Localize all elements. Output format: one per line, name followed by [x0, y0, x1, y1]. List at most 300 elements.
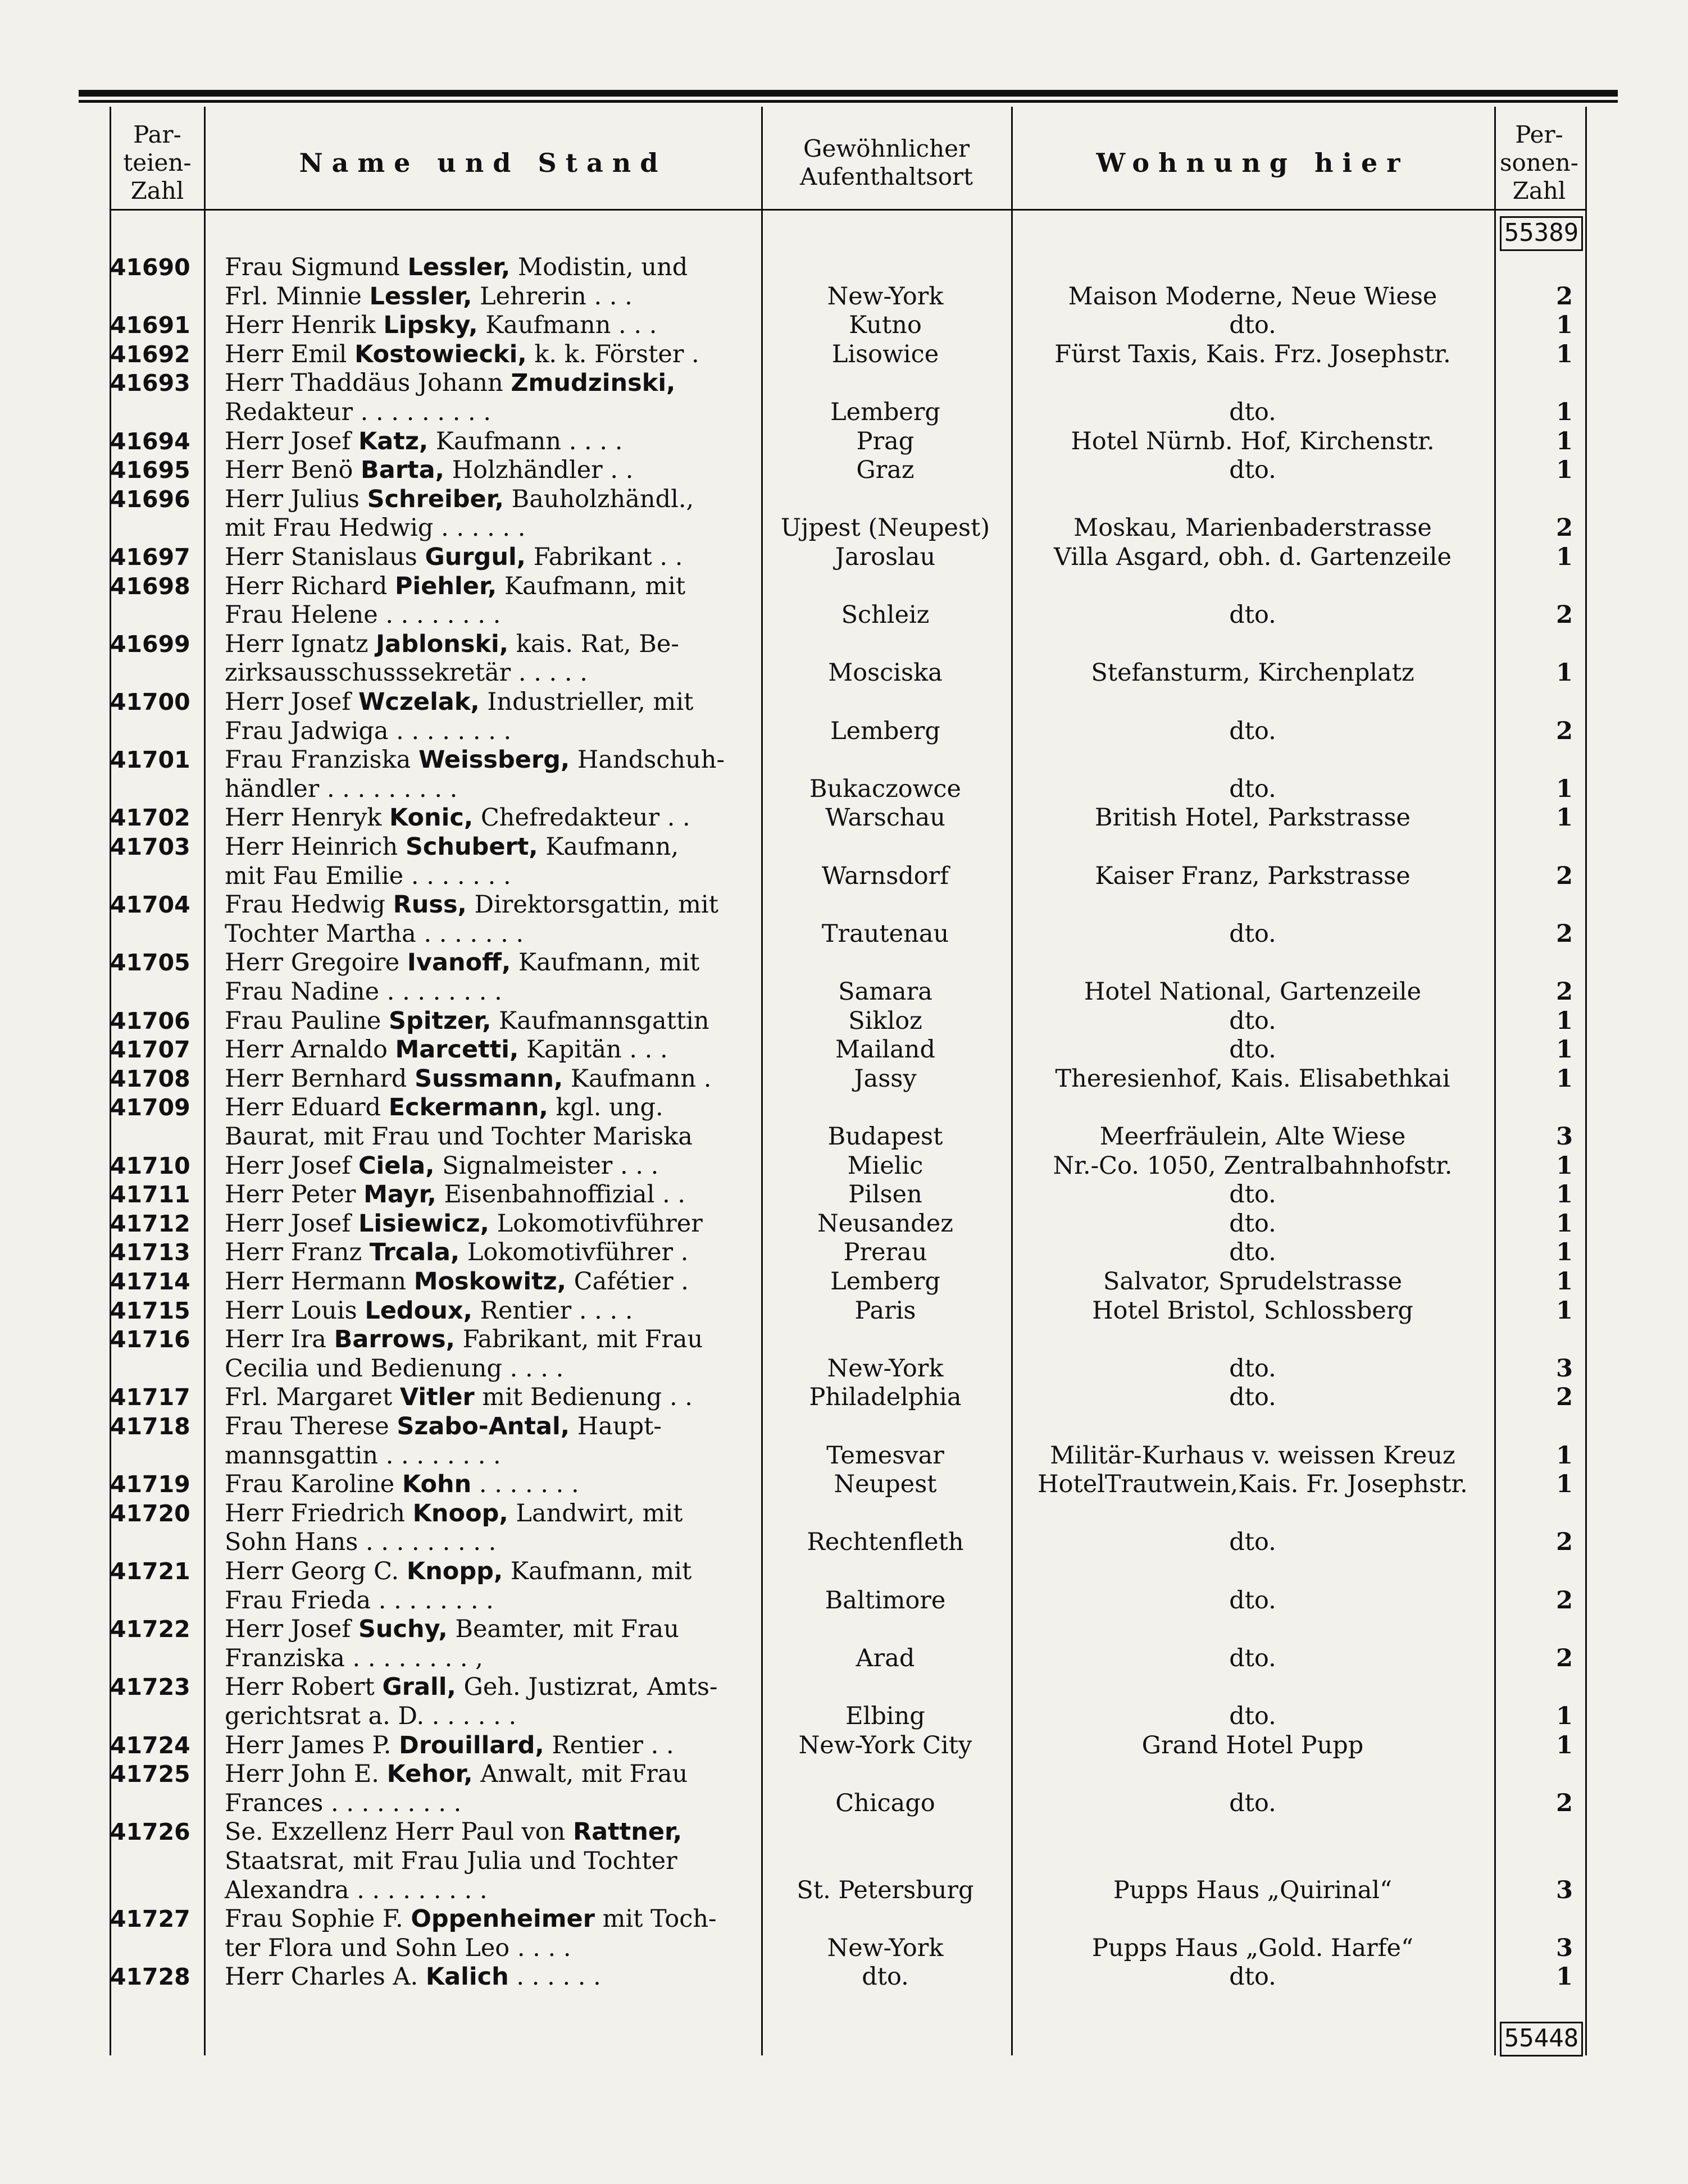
- name-suffix: Kaufmann . . .: [477, 311, 657, 339]
- name-prefix: Herr Gregoire: [225, 949, 407, 977]
- guest-name-and-status: [225, 1035, 668, 1064]
- residence-here: Grand Hotel Pupp: [1141, 1731, 1364, 1759]
- person-count: 2: [1556, 717, 1573, 745]
- name-prefix: Frau Sigmund: [225, 253, 408, 281]
- person-count: 2: [1556, 601, 1573, 629]
- guest-name-and-status: [225, 311, 657, 340]
- register-row: [0, 1035, 1688, 1064]
- party-number: 41703: [110, 833, 190, 860]
- name-suffix: Bauholzhändl.,: [503, 485, 694, 513]
- usual-residence: Jaroslau: [835, 543, 936, 571]
- name-prefix: Frau Jadwiga . . . . . . . .: [225, 717, 512, 745]
- register-row: [0, 1817, 1688, 1846]
- person-count: 3: [1556, 1123, 1573, 1151]
- residence-here: dto.: [1229, 1007, 1276, 1035]
- surname: Suchy,: [358, 1615, 448, 1643]
- guest-name-and-status: [225, 1846, 677, 1876]
- name-suffix: Industrieller, mit: [479, 688, 694, 716]
- surname: Spitzer,: [389, 1007, 492, 1035]
- name-prefix: Franziska . . . . . . . . ,: [225, 1644, 483, 1672]
- name-prefix: Frau Hedwig: [225, 891, 393, 919]
- name-prefix: Frau Frieda . . . . . . . .: [225, 1586, 494, 1615]
- residence-here: Hotel Nürnb. Hof, Kirchenstr.: [1071, 427, 1435, 455]
- name-prefix: Frau Sophie F.: [225, 1905, 411, 1933]
- guest-name-and-status: [225, 832, 679, 861]
- register-row: [0, 398, 1688, 427]
- party-number: 41697: [110, 544, 190, 571]
- register-row: [0, 572, 1688, 601]
- register-row: [0, 890, 1688, 919]
- person-count: 1: [1556, 1267, 1573, 1296]
- register-row: [0, 1441, 1688, 1470]
- guest-name-and-status: [225, 1354, 563, 1383]
- name-suffix: Lehrerin . . .: [472, 282, 633, 311]
- name-suffix: . . . . . .: [508, 1963, 601, 1991]
- usual-residence: Prerau: [843, 1238, 927, 1266]
- surname: Piehler,: [395, 572, 497, 600]
- usual-residence: Jassy: [854, 1065, 917, 1093]
- guest-name-and-status: [225, 1238, 688, 1267]
- person-count: 1: [1556, 1470, 1573, 1498]
- name-prefix: Herr Hermann: [225, 1267, 414, 1296]
- register-row: [0, 803, 1688, 832]
- name-suffix: . . . . . . .: [471, 1470, 579, 1498]
- name-prefix: Frl. Margaret: [225, 1383, 400, 1411]
- register-row: [0, 1006, 1688, 1036]
- residence-here: HotelTrautwein,Kais. Fr. Josephstr.: [1038, 1470, 1468, 1498]
- person-count: 3: [1556, 1355, 1573, 1383]
- guest-name-and-status: [225, 1383, 693, 1412]
- name-prefix: Herr Josef: [225, 1615, 358, 1643]
- name-suffix: mit Bedienung . .: [474, 1383, 693, 1411]
- header-person-count: Per- sonen- Zahl: [1500, 121, 1578, 204]
- register-row: [0, 1499, 1688, 1528]
- register-row: [0, 1238, 1688, 1267]
- residence-here: Villa Asgard, obh. d. Gartenzeile: [1054, 543, 1452, 571]
- register-row: [0, 1180, 1688, 1209]
- name-prefix: Frau Helene . . . . . . . .: [225, 601, 501, 629]
- name-suffix: Lokomotivführer .: [459, 1238, 689, 1266]
- person-count: 1: [1556, 1238, 1573, 1266]
- register-row: [0, 427, 1688, 456]
- name-prefix: Herr Josef: [225, 688, 358, 716]
- surname: Vitler: [399, 1383, 475, 1411]
- usual-residence: Schleiz: [841, 601, 930, 629]
- guest-name-and-status: [225, 1006, 709, 1036]
- name-suffix: Kaufmann, mit: [503, 1557, 692, 1585]
- residence-here: British Hotel, Parkstrasse: [1095, 804, 1411, 832]
- guest-name-and-status: [225, 1962, 601, 1991]
- surname: Lessler,: [369, 282, 472, 311]
- register-row: [0, 948, 1688, 977]
- person-count: 2: [1556, 1528, 1573, 1556]
- residence-here: dto.: [1229, 775, 1276, 803]
- name-prefix: Herr Eduard: [225, 1093, 389, 1121]
- usual-residence: Ujpest (Neupest): [780, 514, 990, 542]
- person-count: 3: [1556, 1876, 1573, 1904]
- name-prefix: Herr Ira: [225, 1325, 334, 1353]
- name-suffix: Kaufmannsgattin: [491, 1007, 709, 1035]
- register-row: [0, 1122, 1688, 1151]
- usual-residence: New-York: [827, 1934, 944, 1962]
- name-prefix: Herr Josef: [225, 427, 358, 455]
- guest-name-and-status: [225, 1702, 516, 1731]
- name-prefix: Tochter Martha . . . . . . .: [225, 920, 524, 948]
- party-number: 41728: [110, 1963, 190, 1990]
- guest-name-and-status: [225, 919, 524, 949]
- residence-here: Theresienhof, Kais. Elisabethkai: [1055, 1065, 1450, 1093]
- usual-residence: Elbing: [845, 1702, 925, 1730]
- surname: Wczelak,: [358, 688, 480, 716]
- surname: Mayr,: [363, 1180, 436, 1209]
- name-suffix: Fabrikant, mit Frau: [454, 1325, 703, 1353]
- surname: Moskowitz,: [413, 1267, 566, 1296]
- header-name-and-status: Name und Stand: [299, 148, 667, 178]
- guest-name-and-status: [225, 542, 683, 572]
- register-row: [0, 717, 1688, 746]
- guest-name-and-status: [225, 1122, 693, 1151]
- residence-here: dto.: [1229, 1036, 1276, 1064]
- name-suffix: Holzhändler . .: [444, 456, 634, 484]
- name-prefix: Frau Franziska: [225, 746, 418, 774]
- usual-residence: Mailand: [835, 1036, 936, 1064]
- name-suffix: Cafétier .: [566, 1267, 689, 1296]
- party-number: 41712: [110, 1210, 190, 1237]
- name-prefix: Herr John E.: [225, 1760, 387, 1788]
- residence-here: dto.: [1229, 1644, 1276, 1672]
- name-suffix: Signalmeister . . .: [434, 1152, 659, 1180]
- usual-residence: Lisowice: [831, 340, 939, 368]
- register-row: [0, 658, 1688, 687]
- register-row: [0, 1528, 1688, 1557]
- surname: Katz,: [358, 427, 429, 455]
- name-prefix: Herr Richard: [225, 572, 395, 600]
- name-prefix: ter Flora und Sohn Leo . . . .: [225, 1934, 571, 1962]
- surname: Drouillard,: [399, 1731, 544, 1759]
- surname: Marcetti,: [395, 1036, 519, 1064]
- usual-residence: Samara: [838, 978, 932, 1006]
- register-row: [0, 1354, 1688, 1383]
- name-prefix: Herr Ignatz: [225, 630, 376, 658]
- usual-residence: Prag: [856, 427, 914, 455]
- person-count: 1: [1556, 1731, 1573, 1759]
- party-number: 41695: [110, 457, 190, 484]
- name-prefix: zirksausschusssekretär . . . . .: [225, 659, 588, 687]
- person-count: 1: [1556, 543, 1573, 571]
- residence-here: Pupps Haus „Quirinal“: [1113, 1876, 1393, 1904]
- name-prefix: händler . . . . . . . . .: [225, 775, 458, 803]
- guest-name-and-status: [225, 427, 622, 456]
- name-suffix: Rentier . . . .: [472, 1297, 633, 1325]
- person-count: 1: [1556, 1180, 1573, 1209]
- guest-name-and-status: [225, 1267, 689, 1296]
- usual-residence: Baltimore: [825, 1586, 946, 1615]
- name-suffix: Lokomotivführer: [489, 1210, 703, 1238]
- party-number: 41705: [110, 949, 190, 976]
- name-prefix: Frau Therese: [225, 1412, 397, 1440]
- name-suffix: Eisenbahnoffizial . .: [436, 1180, 686, 1209]
- name-prefix: Alexandra . . . . . . . . .: [225, 1876, 488, 1904]
- usual-residence: New-York: [827, 282, 944, 311]
- surname: Kohn: [402, 1470, 472, 1498]
- name-suffix: Kaufmann, mit: [511, 949, 700, 977]
- header-residence-here: Wohnung hier: [1096, 148, 1409, 178]
- name-prefix: mit Frau Hedwig . . . . . .: [225, 514, 526, 542]
- residence-here: dto.: [1229, 1355, 1276, 1383]
- party-number: 41700: [110, 689, 190, 715]
- register-row: [0, 253, 1688, 282]
- name-prefix: mit Fau Emilie . . . . . . .: [225, 862, 511, 890]
- person-count: 1: [1556, 311, 1573, 339]
- person-count: 1: [1556, 1152, 1573, 1180]
- residence-here: Nr.-Co. 1050, Zentralbahnhofstr.: [1053, 1152, 1453, 1180]
- name-suffix: Haupt-: [570, 1412, 662, 1440]
- header-party-count: Par- teien- Zahl: [123, 121, 192, 204]
- surname: Ivanoff,: [407, 949, 511, 977]
- name-suffix: Chefredakteur . .: [473, 804, 690, 832]
- name-prefix: Herr Charles A.: [225, 1963, 426, 1991]
- header-usual-residence: Gewöhnlicher Aufenthaltsort: [800, 135, 973, 190]
- top-rule-thin: [79, 100, 1618, 103]
- person-count: 1: [1556, 398, 1573, 426]
- name-prefix: Baurat, mit Frau und Tochter Mariska: [225, 1123, 693, 1151]
- surname: Oppenheimer: [411, 1905, 595, 1933]
- register-row: [0, 687, 1688, 717]
- register-row: [0, 1789, 1688, 1818]
- register-row: [0, 1702, 1688, 1731]
- name-prefix: Staatsrat, mit Frau Julia und Tochter: [225, 1847, 677, 1875]
- name-suffix: Anwalt, mit Frau: [472, 1760, 688, 1788]
- person-count: 2: [1556, 1789, 1573, 1817]
- party-number: 41698: [110, 573, 190, 600]
- register-row: [0, 1383, 1688, 1412]
- guest-name-and-status: [225, 253, 688, 282]
- name-prefix: Herr Thaddäus Johann: [225, 369, 511, 397]
- usual-residence: Pilsen: [848, 1180, 922, 1209]
- surname: Gurgul,: [425, 543, 526, 571]
- name-prefix: Herr Henryk: [225, 804, 389, 832]
- person-count: 1: [1556, 427, 1573, 455]
- guest-name-and-status: [225, 861, 511, 891]
- usual-residence: Rechtenfleth: [807, 1528, 964, 1556]
- usual-residence: St. Petersburg: [797, 1876, 974, 1904]
- register-row: [0, 1470, 1688, 1499]
- guest-name-and-status: [225, 1557, 691, 1586]
- name-prefix: Herr James P.: [225, 1731, 399, 1759]
- surname: Konic,: [389, 804, 474, 832]
- register-row: [0, 600, 1688, 630]
- name-prefix: Cecilia und Bedienung . . . .: [225, 1355, 564, 1383]
- name-prefix: Herr Bernhard: [225, 1065, 415, 1093]
- person-count: 1: [1556, 1036, 1573, 1064]
- surname: Knoop,: [412, 1499, 508, 1528]
- register-row: [0, 1731, 1688, 1760]
- surname: Lessler,: [407, 253, 511, 281]
- guest-name-and-status: [225, 455, 633, 485]
- person-count: 1: [1556, 1963, 1573, 1991]
- register-row: [0, 919, 1688, 949]
- register-row: [0, 513, 1688, 542]
- party-number: 41711: [110, 1181, 190, 1208]
- guest-name-and-status: [225, 890, 718, 919]
- residence-here: Kaiser Franz, Parkstrasse: [1095, 862, 1411, 890]
- name-prefix: Herr Heinrich: [225, 833, 406, 861]
- guest-name-and-status: [225, 1180, 685, 1209]
- usual-residence: Paris: [854, 1297, 916, 1325]
- surname: Sussmann,: [415, 1065, 563, 1093]
- name-prefix: Frau Karoline: [225, 1470, 402, 1498]
- name-prefix: Frl. Minnie: [225, 282, 370, 311]
- person-count: 2: [1556, 920, 1573, 948]
- guest-name-and-status: [225, 1672, 718, 1702]
- person-count: 3: [1556, 1934, 1573, 1962]
- party-number: 41693: [110, 370, 190, 396]
- register-row: [0, 542, 1688, 572]
- guest-name-and-status: [225, 1093, 663, 1122]
- register-row: [0, 1296, 1688, 1325]
- register-row: [0, 977, 1688, 1006]
- residence-here: Maison Moderne, Neue Wiese: [1068, 282, 1437, 311]
- register-row: [0, 630, 1688, 659]
- register-row: [0, 1209, 1688, 1238]
- carry-in-total: 55389: [1500, 216, 1583, 251]
- surname: Lipsky,: [383, 311, 478, 339]
- register-row: [0, 455, 1688, 485]
- name-prefix: Herr Georg C.: [225, 1557, 407, 1585]
- register-row: [0, 1064, 1688, 1093]
- person-count: 2: [1556, 862, 1573, 890]
- party-number: 41710: [110, 1152, 190, 1179]
- surname: Schreiber,: [367, 485, 504, 513]
- usual-residence: Philadelphia: [809, 1383, 962, 1411]
- guest-name-and-status: [225, 572, 685, 601]
- name-prefix: Se. Exzellenz Herr Paul von: [225, 1818, 573, 1846]
- party-number: 41709: [110, 1094, 190, 1121]
- usual-residence: Trautenau: [821, 920, 949, 948]
- name-prefix: Herr Arnaldo: [225, 1036, 395, 1064]
- register-row: [0, 1093, 1688, 1122]
- person-count: 1: [1556, 804, 1573, 832]
- guest-name-and-status: [225, 1441, 501, 1470]
- surname: Trcala,: [369, 1238, 460, 1266]
- usual-residence: Lemberg: [830, 717, 940, 745]
- register-row: [0, 1325, 1688, 1354]
- party-number: 41704: [110, 891, 190, 918]
- usual-residence: New-York City: [798, 1731, 972, 1759]
- party-number: 41726: [110, 1818, 190, 1845]
- register-row: [0, 832, 1688, 861]
- person-count: 1: [1556, 659, 1573, 687]
- person-count: 2: [1556, 1383, 1573, 1411]
- register-row: [0, 368, 1688, 398]
- surname: Rattner,: [572, 1818, 683, 1846]
- residence-here: dto.: [1229, 1180, 1276, 1209]
- residence-here: dto.: [1229, 920, 1276, 948]
- name-prefix: Sohn Hans . . . . . . . . .: [225, 1528, 497, 1556]
- residence-here: dto.: [1229, 601, 1276, 629]
- usual-residence: Kutno: [849, 311, 922, 339]
- residence-here: dto.: [1229, 1210, 1276, 1238]
- guest-name-and-status: [225, 1934, 571, 1963]
- usual-residence: Mosciska: [828, 659, 943, 687]
- guest-name-and-status: [225, 1731, 674, 1760]
- person-count: 1: [1556, 456, 1573, 484]
- register-row: [0, 1557, 1688, 1586]
- surname: Ciela,: [358, 1152, 435, 1180]
- name-suffix: Kaufmann . . . .: [428, 427, 623, 455]
- name-suffix: kais. Rat, Be-: [508, 630, 679, 658]
- usual-residence: Lemberg: [830, 398, 940, 426]
- residence-here: Stefansturm, Kirchenplatz: [1091, 659, 1414, 687]
- person-count: 2: [1556, 282, 1573, 311]
- register-row: [0, 861, 1688, 891]
- register-row: [0, 1962, 1688, 1991]
- guest-name-and-status: [225, 1759, 688, 1789]
- register-row: [0, 1412, 1688, 1441]
- guest-name-and-status: [225, 1876, 488, 1905]
- register-row: [0, 1644, 1688, 1673]
- usual-residence: dto.: [862, 1963, 909, 1991]
- party-number: 41699: [110, 631, 190, 658]
- guest-name-and-status: [225, 803, 690, 832]
- name-prefix: Frau Nadine . . . . . . . .: [225, 978, 502, 1006]
- surname: Barta,: [361, 456, 444, 484]
- name-prefix: Herr Friedrich: [225, 1499, 413, 1528]
- residence-here: Salvator, Sprudelstrasse: [1103, 1267, 1403, 1296]
- person-count: 1: [1556, 1297, 1573, 1325]
- party-number: 41708: [110, 1065, 190, 1092]
- party-number: 41727: [110, 1905, 190, 1932]
- name-suffix: Modistin, und: [510, 253, 688, 281]
- register-row: [0, 485, 1688, 514]
- guest-name-and-status: [225, 1789, 461, 1818]
- residence-here: dto.: [1229, 456, 1276, 484]
- usual-residence: Graz: [856, 456, 914, 484]
- guest-name-and-status: [225, 513, 525, 542]
- party-number: 41702: [110, 804, 190, 831]
- register-row: [0, 1934, 1688, 1963]
- usual-residence: Warnsdorf: [821, 862, 949, 890]
- guest-name-and-status: [225, 1325, 703, 1354]
- residence-here: Militär-Kurhaus v. weissen Kreuz: [1050, 1442, 1455, 1470]
- guest-name-and-status: [225, 977, 502, 1006]
- header-bottom-rule: [110, 209, 1587, 211]
- name-suffix: Kaufmann,: [538, 833, 679, 861]
- residence-here: Meerfräulein, Alte Wiese: [1099, 1123, 1406, 1151]
- register-row: [0, 1267, 1688, 1296]
- residence-here: dto.: [1229, 1586, 1276, 1615]
- residence-here: Hotel Bristol, Schlossberg: [1092, 1297, 1413, 1325]
- register-row: [0, 1759, 1688, 1789]
- party-number: 41720: [110, 1500, 190, 1527]
- party-number: 41690: [110, 254, 190, 281]
- guest-name-and-status: [225, 1586, 494, 1615]
- surname: Kostowiecki,: [354, 340, 527, 368]
- party-number: 41722: [110, 1616, 190, 1643]
- register-row: [0, 1846, 1688, 1876]
- party-number: 41719: [110, 1471, 190, 1498]
- guest-name-and-status: [225, 1615, 679, 1644]
- name-prefix: Herr Peter: [225, 1180, 364, 1209]
- residence-here: dto.: [1229, 1238, 1276, 1266]
- name-prefix: Frau Pauline: [225, 1007, 389, 1035]
- guest-name-and-status: [225, 630, 679, 659]
- guest-name-and-status: [225, 398, 491, 427]
- register-row: [0, 745, 1688, 774]
- usual-residence: Sikloz: [848, 1007, 922, 1035]
- usual-residence: New-York: [827, 1355, 944, 1383]
- name-suffix: Direktorsgattin, mit: [466, 891, 718, 919]
